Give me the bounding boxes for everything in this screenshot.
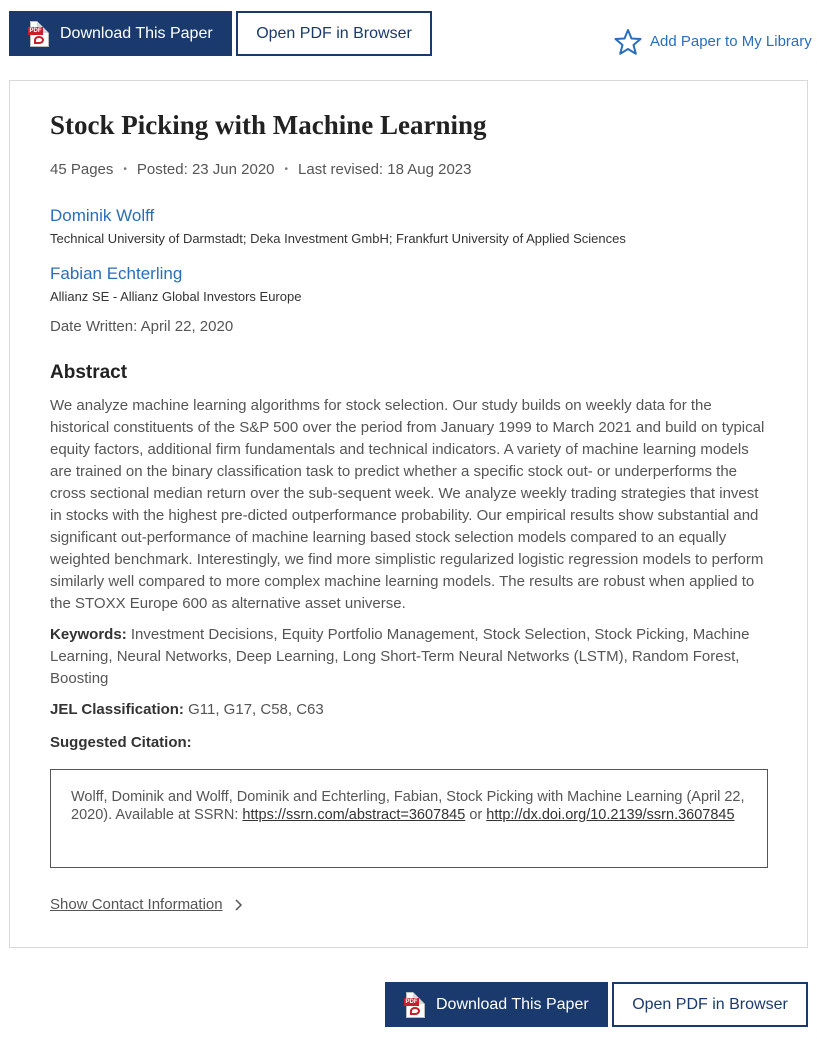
citation-text: Wolff, Dominik and Wolff, Dominik and Echterling, Fabian, Stock Picking with Machine Learning (April 22, 2020). Available at SSRN: — [71, 789, 745, 823]
open-pdf-button-bottom[interactable] — [612, 982, 808, 1027]
jel-value: G11, G17, C58, C63 — [188, 701, 324, 718]
paper-card — [9, 80, 808, 948]
abstract-heading: Abstract — [50, 362, 128, 383]
chevron-right-icon — [233, 898, 243, 912]
download-paper-button-bottom[interactable] — [385, 982, 608, 1027]
download-paper-label: Download This Paper — [60, 24, 213, 42]
date-written: Date Written: April 22, 2020 — [50, 318, 234, 335]
meta-separator: • — [284, 164, 289, 175]
paper-meta — [50, 161, 472, 178]
citation-doi-link[interactable]: http://dx.doi.org/10.2139/ssrn.3607845 — [486, 807, 735, 823]
page-count: 45 Pages — [50, 161, 114, 178]
add-to-library-link[interactable] — [614, 28, 812, 55]
jel-label: JEL Classification: — [50, 701, 184, 718]
revised-date: Last revised: 18 Aug 2023 — [298, 161, 472, 178]
open-pdf-button-top[interactable] — [236, 11, 432, 56]
author-link[interactable]: Dominik Wolff — [50, 206, 155, 225]
suggested-citation-label: Suggested Citation: — [50, 734, 192, 751]
citation-ssrn-link[interactable]: https://ssrn.com/abstract=3607845 — [242, 807, 466, 823]
pdf-file-icon: PDF — [404, 992, 426, 1018]
show-contact-label: Show Contact Information — [50, 896, 223, 913]
open-pdf-label: Open PDF in Browser — [632, 995, 788, 1013]
author-affiliation: Technical University of Darmstadt; Deka Investment GmbH; Frankfurt University of Applied Sciences — [50, 231, 626, 246]
open-pdf-label: Open PDF in Browser — [256, 24, 412, 42]
keywords — [50, 624, 770, 690]
pdf-file-icon: PDF — [28, 21, 50, 47]
posted-date: Posted: 23 Jun 2020 — [136, 161, 275, 178]
author-affiliation: Allianz SE - Allianz Global Investors Europe — [50, 289, 302, 304]
jel-classification — [50, 701, 324, 718]
star-outline-icon — [614, 28, 642, 55]
add-to-library-label: Add Paper to My Library — [650, 33, 812, 50]
download-paper-label: Download This Paper — [436, 995, 589, 1013]
abstract-text: We analyze machine learning algorithms for stock selection. Our study builds on weekly data for the historical constituents of the S&P 500 over the period from January 1999 to March 2021 and build on typical equity factors, additional firm fundamentals and technical indicators. A variety of machine learning models are trained on the binary classification task to predict whether a specific stock out- or underperforms the cross sectional median return over the sub-sequent week. We analyze weekly trading strategies that invest in stocks with the highest pre-dicted outperformance probability. Our empirical results show substantial and significant out-performance of machine learning based stock selection models compared to an equally weighted benchmark. Interestingly, we find more simplistic regularized logistic regression models to perform similarly well compared to more complex machine learning models. The results are robust when applied to the STOXX Europe 600 as alternative asset universe. — [50, 397, 765, 612]
citation-or: or — [465, 807, 487, 823]
keywords-label: Keywords: — [50, 626, 127, 643]
meta-separator: • — [123, 164, 127, 175]
paper-title: Stock Picking with Machine Learning — [50, 110, 487, 140]
show-contact-link[interactable] — [50, 896, 243, 913]
keywords-value: Investment Decisions, Equity Portfolio Management, Stock Selection, Stock Picking, Machine Learning, Neural Networks, Deep Learning, Long Short-Term Neural Networks (LSTM), Random Forest, Boosting — [50, 626, 750, 687]
citation-box — [50, 769, 768, 868]
author-link[interactable]: Fabian Echterling — [50, 264, 183, 283]
download-paper-button-top[interactable] — [9, 11, 232, 56]
